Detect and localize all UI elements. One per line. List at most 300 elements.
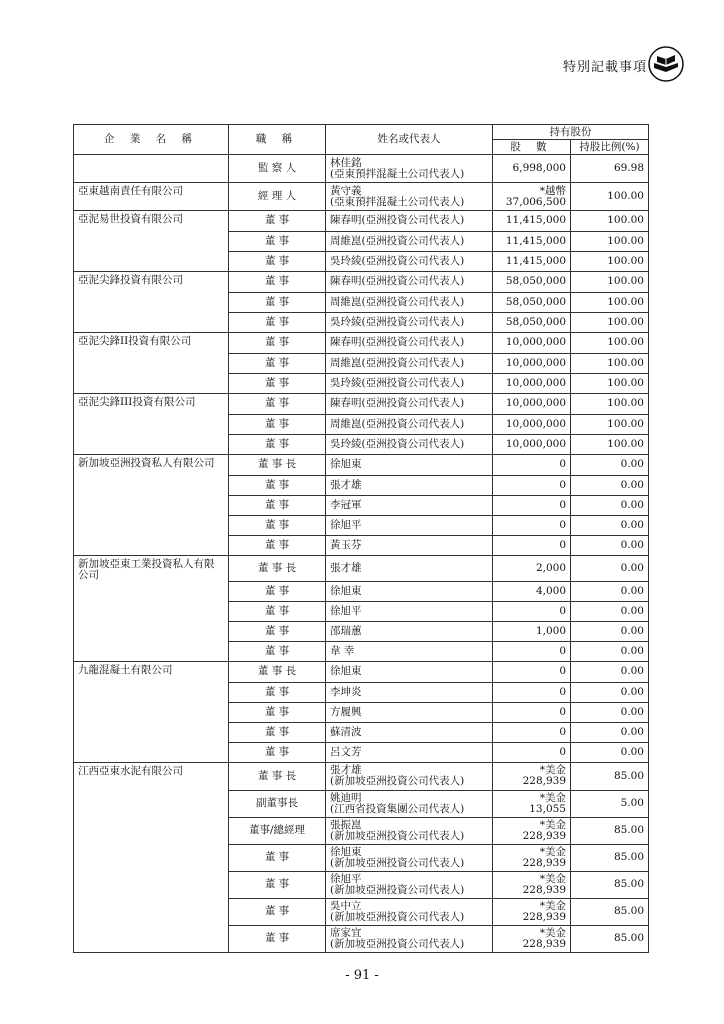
company-cell: [74, 455, 229, 476]
currency-note: *美金: [539, 818, 566, 831]
pct-cell: 100.00: [571, 414, 649, 434]
shares-value: 0: [559, 604, 566, 617]
company-cell: [74, 312, 229, 333]
shares-cell: [493, 871, 571, 898]
pct-cell: 0.00: [571, 556, 649, 582]
table-row: [74, 455, 649, 476]
person-name: 邵瑞蕙: [330, 624, 362, 637]
shares-cell: [493, 475, 571, 495]
title-cell: 董 事: [229, 231, 326, 251]
name-cell: [326, 682, 493, 702]
person-name: 徐旭平: [330, 872, 362, 885]
name-cell: [326, 434, 493, 455]
shares-value: 228,939: [522, 937, 566, 950]
shares-cell: [493, 535, 571, 556]
pct-cell: 0.00: [571, 641, 649, 662]
shares-value: 11,415,000: [505, 214, 566, 227]
company-cell: [74, 475, 229, 495]
shares-value: 11,415,000: [505, 234, 566, 247]
table-row: [74, 251, 649, 272]
title-cell: 董 事: [229, 515, 326, 535]
pct-cell: 100.00: [571, 434, 649, 455]
person-name: 吳玲綾(亞洲投資公司代表人): [330, 315, 465, 328]
currency-note: *美金: [539, 791, 566, 804]
representative-note: (新加坡亞洲投資公司代表人): [330, 856, 465, 869]
company-cell: [74, 621, 229, 641]
company-name: 江西亞東水泥有限公司: [78, 765, 183, 777]
shares-cell: [493, 702, 571, 722]
shares-value: 0: [559, 518, 566, 531]
table-row: [74, 272, 649, 293]
representative-note: (新加坡亞洲投資公司代表人): [330, 937, 465, 950]
person-name: 蘇清波: [330, 725, 362, 738]
table-row: [74, 702, 649, 722]
name-cell: [326, 925, 493, 953]
company-cell: [74, 662, 229, 683]
person-name: 席家宜: [330, 926, 362, 939]
shares-cell: [493, 251, 571, 272]
pct-cell: 85.00: [571, 925, 649, 953]
title-cell: 董 事: [229, 535, 326, 556]
shares-value: 228,939: [522, 856, 566, 869]
shares-value: 0: [559, 685, 566, 698]
title-cell: 董 事: [229, 601, 326, 621]
company-name: 亞東越南責任有限公司: [78, 185, 183, 197]
col-holding-header: 持有股份: [493, 125, 649, 140]
name-cell: [326, 353, 493, 373]
shares-value: 0: [559, 538, 566, 551]
name-cell: [326, 333, 493, 354]
pct-cell: 0.00: [571, 621, 649, 641]
col-name-header: 姓名或代表人: [326, 125, 493, 155]
shares-value: 4,000: [535, 584, 566, 597]
shares-value: 10,000,000: [505, 356, 566, 369]
name-cell: [326, 702, 493, 722]
company-cell: [74, 272, 229, 293]
person-name: 吳玲綾(亞洲投資公司代表人): [330, 254, 465, 267]
name-cell: [326, 211, 493, 232]
shares-value: 0: [559, 478, 566, 491]
name-cell: [326, 844, 493, 871]
name-cell: [326, 662, 493, 683]
table-row: [74, 682, 649, 702]
person-name: 吳中立: [330, 899, 362, 912]
pct-cell: 100.00: [571, 183, 649, 211]
company-cell: [74, 535, 229, 556]
person-name: 李坤炎: [330, 685, 362, 698]
shares-value: 6,998,000: [512, 162, 566, 174]
table-row: [74, 231, 649, 251]
name-cell: [326, 414, 493, 434]
name-cell: [326, 515, 493, 535]
name-cell: [326, 312, 493, 333]
name-cell: [326, 641, 493, 662]
representative-note: (新加坡亞洲投資公司代表人): [330, 775, 465, 788]
col-title-header: 職 稱: [229, 125, 326, 155]
table-row: [74, 790, 649, 817]
shares-value: 0: [559, 665, 566, 678]
shares-cell: [493, 790, 571, 817]
table-row: [74, 211, 649, 232]
title-cell: 董 事: [229, 414, 326, 434]
shares-cell: [493, 556, 571, 582]
pct-cell: 100.00: [571, 251, 649, 272]
currency-note: *越幣: [539, 184, 566, 197]
shares-value: 10,000,000: [505, 376, 566, 389]
pct-cell: 100.00: [571, 292, 649, 312]
shares-cell: [493, 312, 571, 333]
person-name: 呂文芳: [330, 745, 362, 758]
person-name: 張才雄: [330, 478, 362, 491]
title-cell: 董 事: [229, 925, 326, 953]
title-cell: 董 事 長: [229, 556, 326, 582]
person-name: 周維崑(亞洲投資公司代表人): [330, 234, 465, 247]
person-name: 林佳銘: [330, 156, 362, 169]
name-cell: [326, 763, 493, 791]
table-row: [74, 581, 649, 601]
shares-value: 13,055: [529, 802, 566, 815]
title-cell: 董 事: [229, 434, 326, 455]
currency-note: *美金: [539, 926, 566, 939]
pct-cell: 0.00: [571, 742, 649, 763]
company-cell: [74, 251, 229, 272]
pct-cell: 0.00: [571, 702, 649, 722]
pct-cell: 5.00: [571, 790, 649, 817]
title-cell: 董 事: [229, 844, 326, 871]
company-cell: [74, 333, 229, 354]
shareholding-table: [73, 124, 649, 953]
title-cell: 董 事: [229, 251, 326, 272]
company-cell: [74, 790, 229, 817]
shares-cell: [493, 155, 571, 183]
name-cell: [326, 601, 493, 621]
name-cell: [326, 231, 493, 251]
person-name: 徐旭東: [330, 458, 362, 471]
company-cell: [74, 515, 229, 535]
book-hand-icon: [648, 46, 684, 82]
shares-cell: [493, 898, 571, 925]
table-row: [74, 394, 649, 415]
table-row: [74, 183, 649, 211]
company-cell: [74, 682, 229, 702]
shares-cell: [493, 722, 571, 742]
shares-cell: [493, 292, 571, 312]
company-cell: [74, 556, 229, 582]
shares-value: 10,000,000: [505, 336, 566, 349]
representative-note: (新加坡亞洲投資公司代表人): [330, 829, 465, 842]
person-name: 張才雄: [330, 561, 362, 574]
company-name: 亞泥尖鋒II投資有限公司: [78, 335, 192, 347]
table-row: [74, 155, 649, 183]
title-cell: 副董事長: [229, 790, 326, 817]
shares-cell: [493, 183, 571, 211]
shares-value: 0: [559, 705, 566, 718]
pct-cell: 0.00: [571, 682, 649, 702]
name-cell: [326, 183, 493, 211]
shares-cell: [493, 662, 571, 683]
person-name: 徐旭東: [330, 665, 362, 678]
company-cell: [74, 353, 229, 373]
name-cell: [326, 621, 493, 641]
title-cell: 董 事: [229, 495, 326, 515]
person-name: 姚迪明: [330, 791, 362, 804]
person-name: 陳春明(亞洲投資公司代表人): [330, 275, 465, 288]
company-name: 亞泥易世投資有限公司: [78, 213, 183, 225]
company-cell: [74, 641, 229, 662]
table-row: [74, 817, 649, 844]
company-cell: [74, 414, 229, 434]
shares-cell: [493, 682, 571, 702]
shares-cell: [493, 455, 571, 476]
pct-cell: 100.00: [571, 373, 649, 394]
name-cell: [326, 373, 493, 394]
table-row: [74, 925, 649, 953]
table-row: [74, 515, 649, 535]
title-cell: 董 事: [229, 312, 326, 333]
shares-cell: [493, 601, 571, 621]
shares-value: 10,000,000: [505, 417, 566, 430]
shares-cell: [493, 434, 571, 455]
shares-value: 228,939: [522, 775, 566, 788]
table-row: [74, 333, 649, 354]
person-name: 方履興: [330, 705, 362, 718]
title-cell: 董 事: [229, 373, 326, 394]
company-cell: [74, 211, 229, 232]
shares-cell: [493, 515, 571, 535]
company-cell: [74, 844, 229, 871]
company-name: 九龍混凝土有限公司: [78, 664, 173, 676]
pct-cell: 100.00: [571, 312, 649, 333]
person-name: 吳玲綾(亞洲投資公司代表人): [330, 437, 465, 450]
currency-note: *美金: [539, 899, 566, 912]
pct-cell: 0.00: [571, 601, 649, 621]
pct-cell: 85.00: [571, 817, 649, 844]
currency-note: *美金: [539, 872, 566, 885]
shares-cell: [493, 211, 571, 232]
table-row: [74, 414, 649, 434]
name-cell: [326, 495, 493, 515]
title-cell: 董 事: [229, 211, 326, 232]
person-name: 周維崑(亞洲投資公司代表人): [330, 295, 465, 308]
shares-value: 228,939: [522, 829, 566, 842]
name-cell: [326, 556, 493, 582]
pct-cell: 100.00: [571, 211, 649, 232]
company-name: 新加坡亞東工業投資私人有限公司: [78, 558, 215, 581]
person-name: 韋 幸: [330, 644, 355, 657]
person-name: 李冠軍: [330, 498, 362, 511]
pct-cell: 69.98: [571, 155, 649, 183]
pct-cell: 85.00: [571, 844, 649, 871]
pct-cell: 100.00: [571, 272, 649, 293]
title-cell: 董 事: [229, 722, 326, 742]
pct-cell: 0.00: [571, 495, 649, 515]
representative-note: (新加坡亞洲投資公司代表人): [330, 883, 465, 896]
shares-value: 228,939: [522, 910, 566, 923]
name-cell: [326, 790, 493, 817]
name-cell: [326, 871, 493, 898]
shares-cell: [493, 333, 571, 354]
title-cell: 董 事: [229, 353, 326, 373]
section-title: 特別記載事項: [563, 60, 648, 75]
name-cell: [326, 898, 493, 925]
shares-value: 0: [559, 458, 566, 471]
table-row: [74, 353, 649, 373]
person-name: 徐旭東: [330, 584, 362, 597]
shares-cell: [493, 621, 571, 641]
company-name: 亞泥尖鋒投資有限公司: [78, 274, 183, 286]
shares-value: 0: [559, 725, 566, 738]
person-name: 周維崑(亞洲投資公司代表人): [330, 417, 465, 430]
company-cell: [74, 817, 229, 844]
table-row: [74, 475, 649, 495]
title-cell: 監 察 人: [229, 155, 326, 183]
pct-cell: 85.00: [571, 871, 649, 898]
table-row: [74, 312, 649, 333]
shares-cell: [493, 641, 571, 662]
pct-cell: 100.00: [571, 353, 649, 373]
title-cell: 董 事: [229, 394, 326, 415]
table-row: [74, 601, 649, 621]
title-cell: 董 事: [229, 742, 326, 763]
col-shares-header: 股 數: [493, 140, 571, 155]
title-cell: 董 事: [229, 581, 326, 601]
shares-cell: [493, 353, 571, 373]
company-cell: [74, 601, 229, 621]
table-row: [74, 844, 649, 871]
title-cell: 董 事: [229, 475, 326, 495]
title-cell: 董 事: [229, 702, 326, 722]
shares-cell: [493, 394, 571, 415]
company-cell: [74, 495, 229, 515]
table-body: [74, 155, 649, 953]
name-cell: [326, 475, 493, 495]
title-cell: 董 事: [229, 272, 326, 293]
table-row: [74, 662, 649, 683]
table-row: [74, 641, 649, 662]
pct-cell: 85.00: [571, 898, 649, 925]
representative-note: (江西省投資集團公司代表人): [330, 802, 465, 815]
person-name: 徐旭平: [330, 604, 362, 617]
name-cell: [326, 817, 493, 844]
title-cell: 董 事: [229, 292, 326, 312]
shares-cell: [493, 581, 571, 601]
pct-cell: 0.00: [571, 722, 649, 742]
shares-cell: [493, 742, 571, 763]
table-row: [74, 763, 649, 791]
table-row: [74, 535, 649, 556]
company-cell: [74, 898, 229, 925]
table-row: [74, 871, 649, 898]
name-cell: [326, 535, 493, 556]
name-cell: [326, 455, 493, 476]
title-cell: 董 事: [229, 682, 326, 702]
title-cell: 董 事 長: [229, 763, 326, 791]
table-row: [74, 722, 649, 742]
shares-value: 10,000,000: [505, 397, 566, 410]
person-name: 周維崑(亞洲投資公司代表人): [330, 356, 465, 369]
shares-cell: [493, 495, 571, 515]
shares-cell: [493, 414, 571, 434]
pct-cell: 100.00: [571, 333, 649, 354]
shares-value: 10,000,000: [505, 437, 566, 450]
shares-value: 2,000: [535, 561, 566, 574]
shares-value: 1,000: [535, 624, 566, 637]
representative-note: (亞東預拌混凝土公司代表人): [330, 195, 465, 208]
company-cell: [74, 702, 229, 722]
pct-cell: 0.00: [571, 515, 649, 535]
title-cell: 經 理 人: [229, 183, 326, 211]
shares-cell: [493, 817, 571, 844]
title-cell: 董 事: [229, 333, 326, 354]
pct-cell: 85.00: [571, 763, 649, 791]
person-name: 陳春明(亞洲投資公司代表人): [330, 336, 465, 349]
pct-cell: 100.00: [571, 231, 649, 251]
table-row: [74, 556, 649, 582]
shares-value: 0: [559, 644, 566, 657]
person-name: 黃玉芬: [330, 538, 362, 551]
pct-cell: 0.00: [571, 535, 649, 556]
person-name: 徐旭東: [330, 845, 362, 858]
table-row: [74, 495, 649, 515]
title-cell: 董 事: [229, 898, 326, 925]
representative-note: (亞東預拌混凝土公司代表人): [330, 167, 465, 180]
company-name: 新加坡亞洲投資私人有限公司: [78, 457, 215, 469]
shares-value: 58,050,000: [505, 275, 566, 288]
col-company-header: 企 業 名 稱: [74, 125, 229, 155]
company-cell: [74, 925, 229, 953]
currency-note: *美金: [539, 764, 566, 777]
shares-cell: [493, 844, 571, 871]
person-name: 陳春明(亞洲投資公司代表人): [330, 397, 465, 410]
company-cell: [74, 292, 229, 312]
title-cell: 董 事 長: [229, 662, 326, 683]
company-cell: [74, 434, 229, 455]
shares-value: 58,050,000: [505, 295, 566, 308]
pct-cell: 0.00: [571, 581, 649, 601]
company-cell: [74, 183, 229, 211]
name-cell: [326, 742, 493, 763]
company-cell: [74, 763, 229, 791]
person-name: 黃守義: [330, 184, 362, 197]
person-name: 徐旭平: [330, 518, 362, 531]
title-cell: 董 事 長: [229, 455, 326, 476]
table-row: [74, 742, 649, 763]
person-name: 陳春明(亞洲投資公司代表人): [330, 214, 465, 227]
representative-note: (新加坡亞洲投資公司代表人): [330, 910, 465, 923]
shares-cell: [493, 272, 571, 293]
shares-value: 37,006,500: [505, 195, 566, 208]
company-cell: [74, 394, 229, 415]
pct-cell: 100.00: [571, 394, 649, 415]
table-row: [74, 373, 649, 394]
name-cell: [326, 272, 493, 293]
company-cell: [74, 871, 229, 898]
name-cell: [326, 155, 493, 183]
page-number: - 91 -: [345, 968, 379, 983]
shares-value: 11,415,000: [505, 254, 566, 267]
company-cell: [74, 722, 229, 742]
title-cell: 董事/總經理: [229, 817, 326, 844]
title-cell: 董 事: [229, 621, 326, 641]
name-cell: [326, 722, 493, 742]
company-cell: [74, 155, 229, 183]
table-row: [74, 898, 649, 925]
col-pct-header: 持股比例(%): [571, 140, 649, 155]
name-cell: [326, 292, 493, 312]
person-name: 吳玲綾(亞洲投資公司代表人): [330, 376, 465, 389]
table-row: [74, 434, 649, 455]
company-cell: [74, 581, 229, 601]
